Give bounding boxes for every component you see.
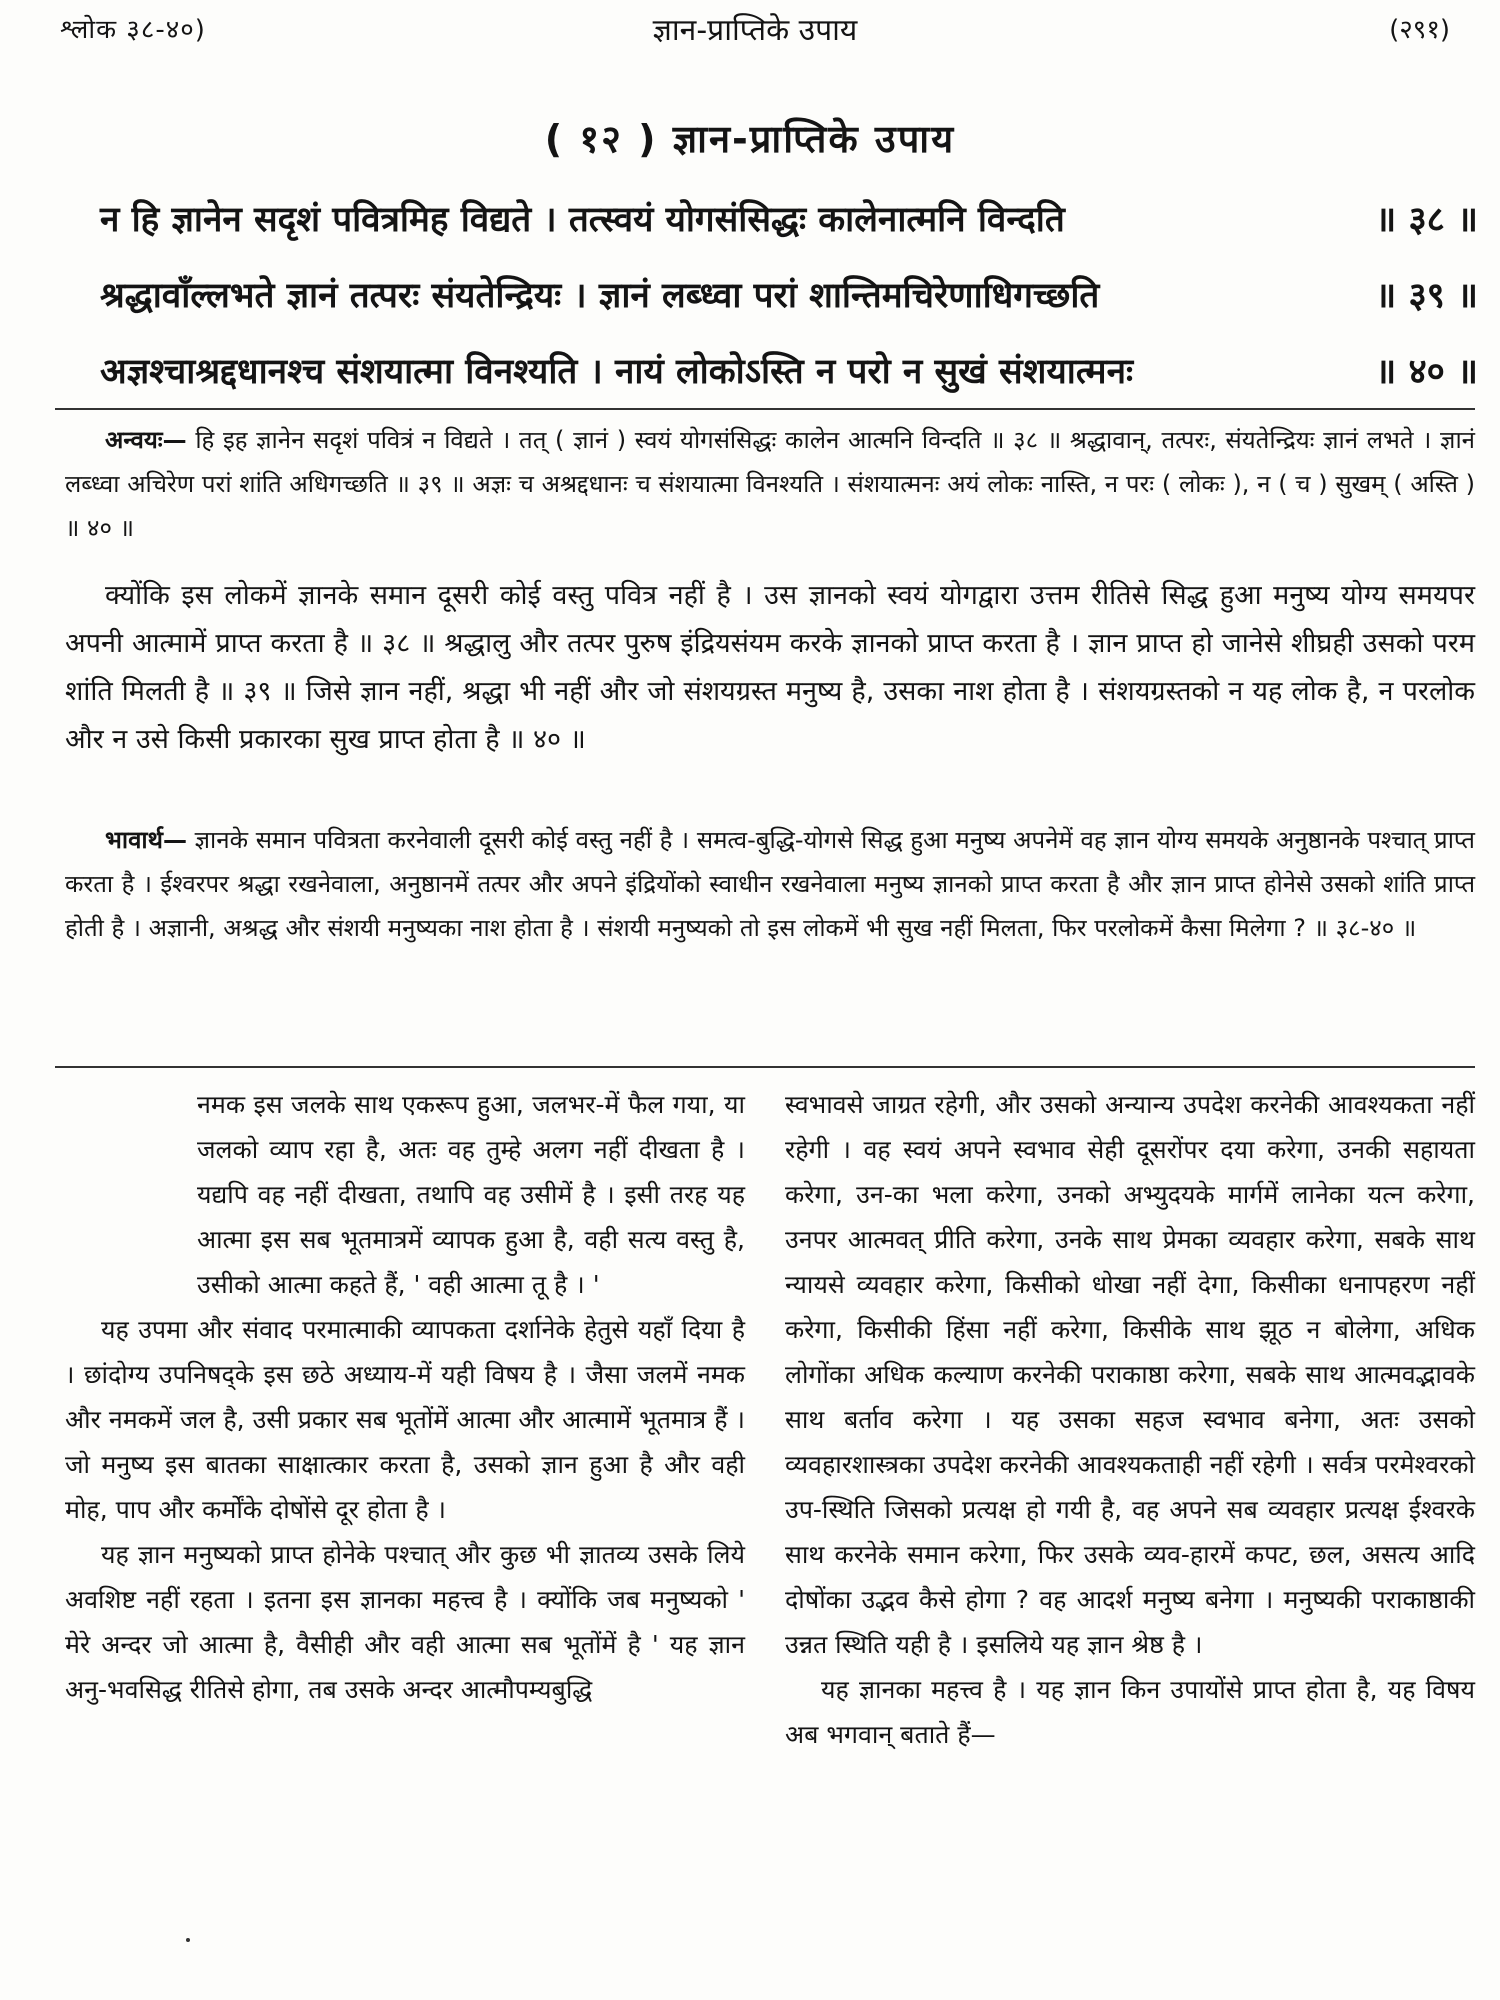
section-title: ( १२ ) ज्ञान-प्राप्तिके उपाय xyxy=(544,117,956,161)
quote-text: नमक इस जलके साथ एकरूप हुआ, जलभर-में फैल गया, या जलको व्याप रहा है, अतः वह तुम्हे अलग नहीं दीखता है । यद्यपि वह नहीं दीखता, तथापि वह उसीमें है । इसी तरह यह आत्मा इस सब भूतमात्रमें व्यापक हुआ है, वही सत्य वस्तु है, उसीको आत्मा कहते हैं, ' वही आत्मा तू है । ' xyxy=(197,1090,745,1299)
quote-block xyxy=(65,1082,745,1307)
bhavartha-paragraph xyxy=(65,818,1475,950)
translation-paragraph xyxy=(65,572,1475,764)
sanskrit-verses xyxy=(100,182,1478,410)
header-page-number: (२९१) xyxy=(1389,15,1450,45)
bhavartha-label: भावार्थ— xyxy=(105,826,187,854)
verse-text: न हि ज्ञानेन सदृशं पवित्रमिह विद्यते । तत्स्वयं योगसंसिद्धः कालेनात्मनि विन्दति xyxy=(100,200,1065,240)
left-column xyxy=(65,1082,745,1712)
ink-speck xyxy=(186,1938,190,1942)
divider-rule xyxy=(55,1066,1475,1068)
translation-text: क्योंकि इस लोकमें ज्ञानके समान दूसरी कोई वस्तु पवित्र नहीं है । उस ज्ञानको स्वयं योगद्वारा उत्तम रीतिसे सिद्ध हुआ मनुष्य योग्य समयपर अपनी आत्मामें प्राप्त करता है ॥ ३८ ॥ श्रद्धालु और तत्पर पुरुष इंद्रियसंयम करके ज्ञानको प्राप्त करता है । ज्ञान प्राप्त हो जानेसे शीघ्रही उसको परम शांति मिलती है ॥ ३९ ॥ जिसे ज्ञान नहीं, श्रद्धा भी नहीं और जो संशयग्रस्त मनुष्य है, उसका नाश होता है । संशयग्रस्तको न यह लोक है, न परलोक और न उसे किसी प्रकारका सुख प्राप्त होता है ॥ ४० ॥ xyxy=(65,580,1475,755)
right-paragraph-1: स्वभावसे जाग्रत रहेगी, और उसको अन्यान्य उपदेश करनेकी आवश्यकता नहीं रहेगी । वह स्वयं अपने स्वभाव सेही दूसरोंपर दया करेगा, उनकी सहायता करेगा, उन-का भला करेगा, उनको अभ्युदयके मार्गमें लानेका यत्न करेगा, उनपर आत्मवत् प्रीति करेगा, उनके साथ प्रेमका व्यवहार करेगा, सबके साथ न्यायसे व्यवहार करेगा, किसीको धोखा नहीं देगा, किसीका धनापहरण नहीं करेगा, किसीकी हिंसा नहीं करेगा, किसीके साथ झूठ न बोलेगा, अधिक लोगोंका अधिक कल्याण करनेकी पराकाष्ठा करेगा, सबके साथ आत्मवद्भावके साथ बर्ताव करेगा । यह उसका सहज स्वभाव बनेगा, अतः उसको व्यवहारशास्त्रका उपदेश करनेकी आवश्यकताही नहीं रहेगी । सर्वत्र परमेश्वरको उप-स्थिति जिसको प्रत्यक्ष हो गयी है, वह अपने सब व्यवहार प्रत्यक्ष ईश्वरके साथ करनेके समान करेगा, फिर उसके व्यव-हारमें कपट, छल, असत्य आदि दोषोंका उद्भव कैसे होगा ? वह आदर्श मनुष्य बनेगा । मनुष्यकी पराकाष्ठाकी उन्नत स्थिति यही है । इसलिये यह ज्ञान श्रेष्ठ है । xyxy=(785,1090,1475,1659)
verse-number: ॥ ३९ ॥ xyxy=(1375,276,1478,316)
header-verse-range: श्लोक ३८-४०) xyxy=(60,15,206,45)
running-header xyxy=(60,8,1450,52)
verse-number: ॥ ३८ ॥ xyxy=(1375,200,1478,240)
verse-text: श्रद्धावाँल्लभते ज्ञानं तत्परः संयतेन्द्रियः । ज्ञानं लब्ध्वा परां शान्तिमचिरेणाधिगच्छति xyxy=(100,276,1100,316)
right-paragraph-2: यह ज्ञानका महत्त्व है । यह ज्ञान किन उपायोंसे प्राप्त होता है, यह विषय अब भगवान् बताते हैं— xyxy=(785,1675,1475,1749)
verse-40 xyxy=(100,334,1478,410)
left-paragraph-2: यह ज्ञान मनुष्यको प्राप्त होनेके पश्चात् और कुछ भी ज्ञातव्य उसके लिये अवशिष्ट नहीं रहता । इतना इस ज्ञानका महत्त्व है । क्योंकि जब मनुष्यको ' मेरे अन्दर जो आत्मा है, वैसीही और वही आत्मा सब भूतोंमें है ' यह ज्ञान अनु-भवसिद्ध रीतिसे होगा, तब उसके अन्दर आत्मौपम्यबुद्धि xyxy=(65,1540,745,1704)
header-chapter-title: ज्ञान-प्राप्तिके उपाय xyxy=(652,13,858,48)
anvaya-paragraph xyxy=(65,418,1475,550)
verse-number: ॥ ४० ॥ xyxy=(1375,352,1478,392)
verse-38 xyxy=(100,182,1478,258)
anvaya-label: अन्वयः— xyxy=(105,426,187,454)
verse-39 xyxy=(100,258,1478,334)
divider-rule xyxy=(55,408,1475,410)
bhavartha-text: ज्ञानके समान पवित्रता करनेवाली दूसरी कोई वस्तु नहीं है । समत्व-बुद्धि-योगसे सिद्ध हुआ मनुष्य अपनेमें वह ज्ञान योग्य समयके अनुष्ठानके पश्चात् प्राप्त करता है । ईश्वरपर श्रद्धा रखनेवाला, अनुष्ठानमें तत्पर और अपने इंद्रियोंको स्वाधीन रखनेवाला मनुष्य ज्ञानको प्राप्त करता है और ज्ञान प्राप्त होनेसे उसको शांति प्राप्त होती है । अज्ञानी, अश्रद्ध और संशयी मनुष्यका नाश होता है । संशयी मनुष्यको तो इस लोकमें भी सुख नहीं मिलता, फिर परलोकमें कैसा मिलेगा ? ॥ ३८-४० ॥ xyxy=(65,826,1475,942)
left-paragraph-1: यह उपमा और संवाद परमात्माकी व्यापकता दर्शानेके हेतुसे यहाँ दिया है । छांदोग्य उपनिषद्के इस छठे अध्याय-में यही विषय है । जैसा जलमें नमक और नमकमें जल है, उसी प्रकार सब भूतोंमें आत्मा और आत्मामें भूतमात्र हैं । जो मनुष्य इस बातका साक्षात्कार करता है, उसको ज्ञान हुआ है और वही मोह, पाप और कर्मोंके दोषोंसे दूर होता है । xyxy=(65,1315,745,1524)
right-column xyxy=(785,1082,1475,1757)
verse-text: अज्ञश्चाश्रद्दधानश्च संशयात्मा विनश्यति । नायं लोकोऽस्ति न परो न सुखं संशयात्मनः xyxy=(100,352,1134,392)
anvaya-text: हि इह ज्ञानेन सदृशं पवित्रं न विद्यते । तत् ( ज्ञानं ) स्वयं योगसंसिद्धः कालेन आत्मनि विन्दति ॥ ३८ ॥ श्रद्धावान्, तत्परः, संयतेन्द्रियः ज्ञानं लभते । ज्ञानं लब्ध्वा अचिरेण परां शांति अधिगच्छति ॥ ३९ ॥ अज्ञः च अश्रद्दधानः च संशयात्मा विनश्यति । संशयात्मनः अयं लोकः नास्ति, न परः ( लोकः ), न ( च ) सुखम् ( अस्ति ) ॥ ४० ॥ xyxy=(65,426,1475,542)
